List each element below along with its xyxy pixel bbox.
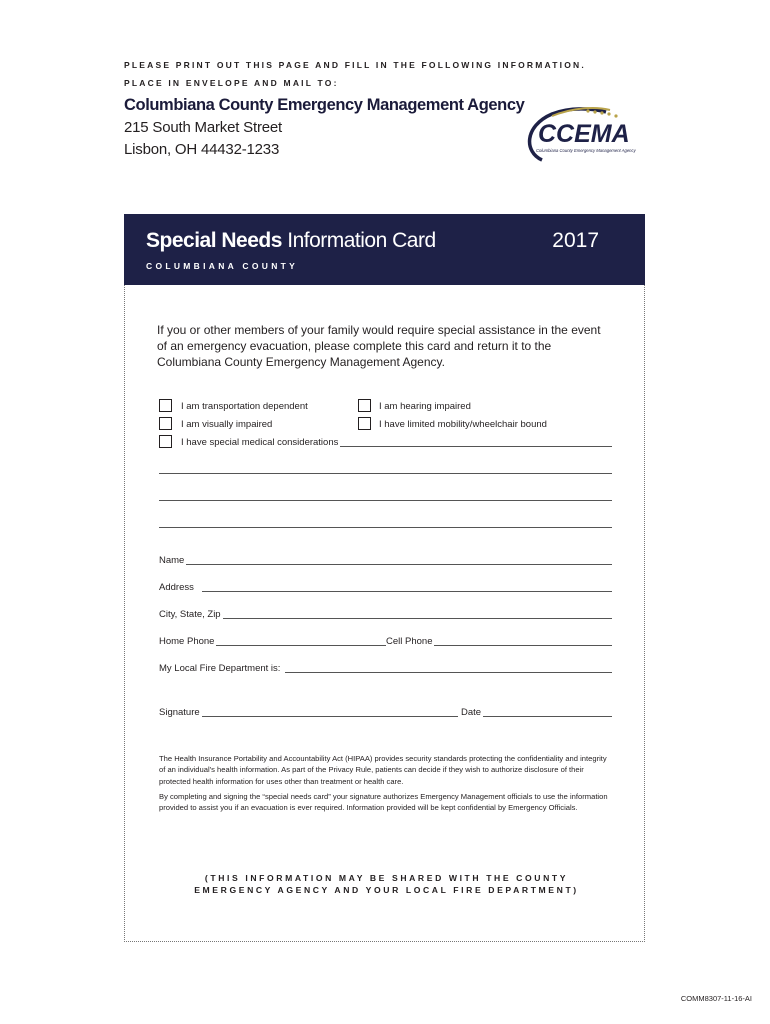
medical-blank-line-1[interactable] [159, 473, 612, 474]
shared-notice-line-1: (THIS INFORMATION MAY BE SHARED WITH THE COUNTY [204, 873, 569, 883]
hearing-label: I am hearing impaired [379, 401, 471, 412]
card-title [146, 229, 436, 253]
address-label: Address [159, 582, 202, 593]
mobility-label: I have limited mobility/wheelchair bound [379, 419, 547, 430]
card-title-bold: Special Needs [146, 229, 282, 252]
signature-label: Signature [159, 707, 200, 718]
intro-text: If you or other members of your family would require special assistance in the event of an emergency evacuation, please complete this card and return it to the Columbiana County Emergency Management Agency. [157, 323, 601, 369]
home-phone-label: Home Phone [159, 636, 215, 647]
hearing-checkbox[interactable] [358, 399, 371, 412]
mail-instruction: PLACE IN ENVELOPE AND MAIL TO: [124, 78, 339, 88]
shared-notice-line-2: EMERGENCY AGENCY AND YOUR LOCAL FIRE DEPARTMENT) [194, 885, 579, 895]
form-code: COMM8307-11-16-AI [680, 994, 752, 1003]
agency-name: Columbiana County Emergency Management Agency [124, 96, 525, 114]
medical-label: I have special medical considerations [181, 437, 339, 448]
signature-field[interactable] [159, 716, 612, 717]
address-field[interactable] [159, 591, 612, 592]
consent-notice: By completing and signing the “special needs card” your signature authorizes Emergency Management officials to use the information provided to assist you if an evacuation is ever required. Information provided will be kept confidential by Emergency Officials. [159, 792, 608, 813]
medical-blank-line-3[interactable] [159, 527, 612, 528]
street-address: 215 South Market Street [124, 119, 282, 136]
card-title-rest: Information Card [281, 229, 436, 252]
ccema-logo [522, 106, 652, 170]
city-state-zip-field[interactable] [159, 618, 612, 619]
logo-text: CCEMA [538, 120, 630, 148]
mobility-checkbox[interactable] [358, 417, 371, 430]
visual-label: I am visually impaired [181, 419, 273, 430]
card-header [124, 214, 645, 285]
name-field[interactable] [159, 564, 612, 565]
medical-checkbox[interactable] [159, 435, 172, 448]
hipaa-notice: The Health Insurance Portability and Accountability Act (HIPAA) provides security standards protecting the confidentiality and integrity of an individual's health information. As part of the Privacy Rule, patients can decide if they wish to authorize disclosure of their protected health information for uses other than treatment or health care. [159, 754, 607, 786]
name-label: Name [159, 555, 185, 566]
city-address: Lisbon, OH 44432-1233 [124, 141, 280, 158]
city-state-zip-label: City, State, Zip [159, 609, 221, 620]
logo-tagline: Columbiana County Emergency Management Agency [536, 148, 636, 153]
medical-blank-line-2[interactable] [159, 500, 612, 501]
fire-department-field[interactable] [285, 672, 612, 673]
cell-phone-label: Cell Phone [386, 636, 433, 647]
fire-department-label: My Local Fire Department is: [159, 663, 281, 674]
transport-checkbox[interactable] [159, 399, 172, 412]
card-county: COLUMBIANA COUNTY [146, 261, 299, 271]
transport-label: I am transportation dependent [181, 401, 308, 412]
print-instruction: PLEASE PRINT OUT THIS PAGE AND FILL IN THE FOLLOWING INFORMATION. [124, 60, 586, 70]
visual-checkbox[interactable] [159, 417, 172, 430]
date-label: Date [458, 707, 483, 718]
ccema-logo-graphic [522, 106, 652, 170]
card-year: 2017 [552, 229, 599, 252]
